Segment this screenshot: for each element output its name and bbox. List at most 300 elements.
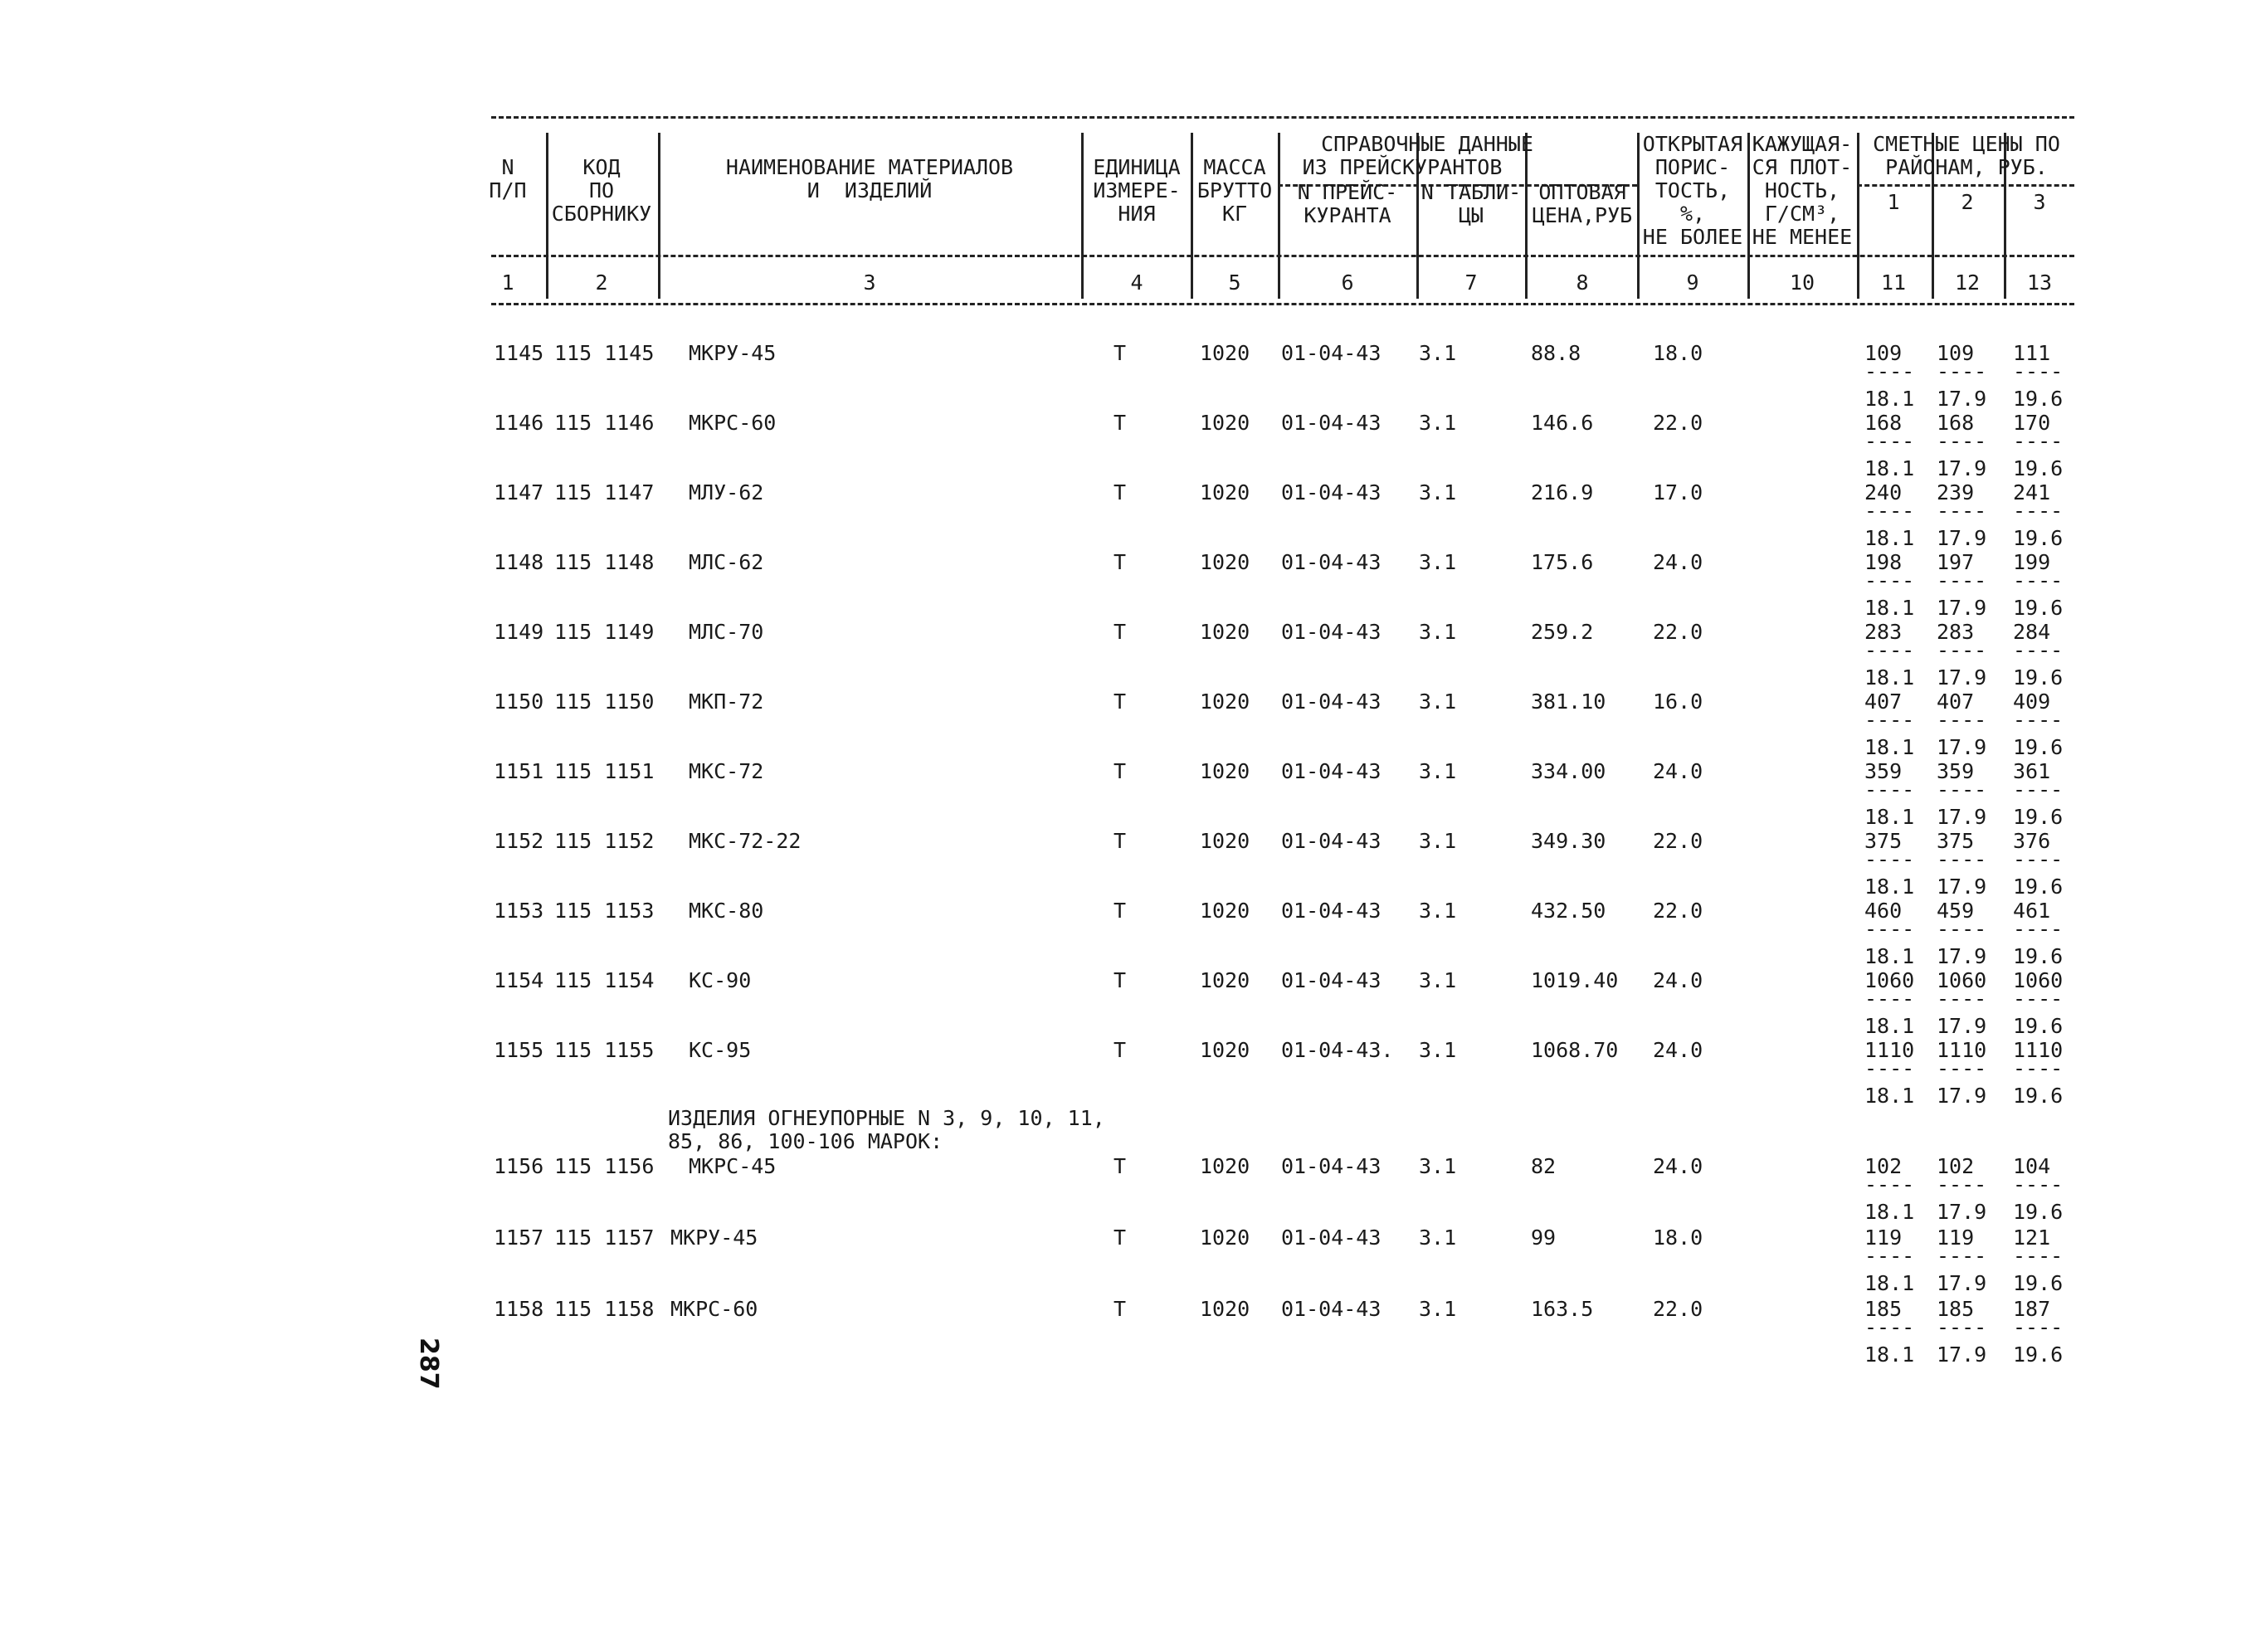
row-coefficient-1: 18.1	[1864, 1271, 1915, 1295]
fraction-dash: ----	[2013, 987, 2064, 1011]
header-col-pricelist-label: N ПРЕЙС-	[1297, 180, 1398, 204]
row-code: 115 1155	[554, 1038, 655, 1062]
row-material-name: МКРС-60	[689, 411, 777, 435]
row-estimate-price-3: 376	[2013, 829, 2051, 853]
row-price-list: 01-04-43.	[1281, 1038, 1394, 1062]
row-number: 1155	[494, 1038, 544, 1062]
fraction-dash: ----	[1864, 917, 1915, 941]
column-number: 1	[501, 270, 514, 295]
row-mass: 1020	[1200, 620, 1250, 644]
row-material-name: КС-90	[689, 968, 752, 992]
column-number: 5	[1228, 270, 1241, 295]
row-coefficient-1: 18.1	[1864, 387, 1915, 411]
row-code: 115 1148	[554, 550, 655, 574]
header-col-density-label: НОСТЬ,	[1764, 178, 1840, 202]
section-heading: ИЗДЕЛИЯ ОГНЕУПОРНЫЕ N 3, 9, 10, 11,	[668, 1106, 1105, 1130]
row-unit: Т	[1114, 1154, 1127, 1178]
header-smet-label: СМЕТНЫЕ ЦЕНЫ ПО	[1873, 132, 2060, 156]
row-material-name: МЛУ-62	[689, 480, 764, 504]
row-wholesale-price: 82	[1531, 1154, 1557, 1178]
header-column-divider	[658, 133, 660, 299]
row-coefficient-3: 19.6	[2013, 1084, 2064, 1108]
row-mass: 1020	[1200, 411, 1250, 435]
row-porosity: 24.0	[1653, 1154, 1703, 1178]
header-col-porosity-label: НЕ БОЛЕЕ	[1642, 225, 1743, 249]
row-estimate-price-1: 460	[1864, 899, 1903, 923]
row-estimate-price-3: 187	[2013, 1297, 2051, 1321]
row-estimate-price-3: 121	[2013, 1226, 2051, 1250]
fraction-dash: ----	[1937, 429, 1987, 453]
header-region-label: 2	[1961, 190, 1974, 214]
header-column-divider	[1747, 133, 1750, 299]
row-unit: Т	[1114, 341, 1127, 365]
row-price-list: 01-04-43	[1281, 480, 1382, 504]
column-number: 12	[1954, 270, 1981, 295]
row-table: 3.1	[1419, 1154, 1457, 1178]
row-unit: Т	[1114, 899, 1127, 923]
row-code: 115 1154	[554, 968, 655, 992]
row-coefficient-2: 17.9	[1937, 1200, 1987, 1224]
row-coefficient-1: 18.1	[1864, 665, 1915, 690]
row-price-list: 01-04-43	[1281, 968, 1382, 992]
row-estimate-price-2: 102	[1937, 1154, 1975, 1178]
row-estimate-price-1: 185	[1864, 1297, 1903, 1321]
fraction-dash: ----	[2013, 359, 2064, 383]
row-coefficient-2: 17.9	[1937, 1343, 1987, 1367]
row-price-list: 01-04-43	[1281, 759, 1382, 783]
row-estimate-price-1: 283	[1864, 620, 1903, 644]
row-coefficient-1: 18.1	[1864, 1200, 1915, 1224]
header-bottom-rule	[491, 303, 2074, 305]
fraction-dash: ----	[1864, 638, 1915, 662]
row-price-list: 01-04-43	[1281, 550, 1382, 574]
header-col-price-label: ОПТОВАЯ	[1538, 180, 1626, 204]
fraction-dash: ----	[1937, 847, 1987, 871]
row-material-name: МКРУ-45	[670, 1226, 758, 1250]
header-col-pricelist-label: КУРАНТА	[1304, 203, 1391, 227]
row-porosity: 18.0	[1653, 341, 1703, 365]
fraction-dash: ----	[2013, 708, 2064, 732]
row-unit: Т	[1114, 550, 1127, 574]
column-number: 6	[1341, 270, 1354, 295]
row-estimate-price-1: 1110	[1864, 1038, 1915, 1062]
header-column-divider	[1278, 133, 1280, 299]
row-wholesale-price: 175.6	[1531, 550, 1594, 574]
row-estimate-price-2: 359	[1937, 759, 1975, 783]
row-estimate-price-1: 168	[1864, 411, 1903, 435]
row-coefficient-3: 19.6	[2013, 944, 2064, 968]
fraction-dash: ----	[1937, 917, 1987, 941]
row-unit: Т	[1114, 690, 1127, 714]
row-coefficient-1: 18.1	[1864, 735, 1915, 759]
row-estimate-price-1: 198	[1864, 550, 1903, 574]
row-estimate-price-2: 459	[1937, 899, 1975, 923]
row-estimate-price-3: 461	[2013, 899, 2051, 923]
row-estimate-price-1: 1060	[1864, 968, 1915, 992]
fraction-dash: ----	[1937, 777, 1987, 802]
fraction-dash: ----	[1937, 1056, 1987, 1080]
row-code: 115 1145	[554, 341, 655, 365]
row-material-name: МКС-80	[689, 899, 764, 923]
row-price-list: 01-04-43	[1281, 411, 1382, 435]
header-col-density-label: НЕ МЕНЕЕ	[1752, 225, 1853, 249]
row-estimate-price-1: 375	[1864, 829, 1903, 853]
row-coefficient-3: 19.6	[2013, 387, 2064, 411]
row-coefficient-2: 17.9	[1937, 456, 1987, 480]
header-column-divider	[1081, 133, 1084, 299]
header-col-unit-label: ЕДИНИЦА	[1093, 155, 1181, 179]
row-coefficient-3: 19.6	[2013, 456, 2064, 480]
row-code: 115 1158	[554, 1297, 655, 1321]
row-code: 115 1151	[554, 759, 655, 783]
row-code: 115 1146	[554, 411, 655, 435]
fraction-dash: ----	[2013, 429, 2064, 453]
row-coefficient-1: 18.1	[1864, 944, 1915, 968]
row-coefficient-3: 19.6	[2013, 665, 2064, 690]
row-coefficient-2: 17.9	[1937, 735, 1987, 759]
row-code: 115 1150	[554, 690, 655, 714]
row-code: 115 1156	[554, 1154, 655, 1178]
row-table: 3.1	[1419, 480, 1457, 504]
row-material-name: МКС-72-22	[689, 829, 802, 853]
row-porosity: 24.0	[1653, 1038, 1703, 1062]
row-table: 3.1	[1419, 411, 1457, 435]
header-col-porosity-label: %,	[1679, 202, 1706, 226]
header-col-name-label: НАИМЕНОВАНИЕ МАТЕРИАЛОВ	[725, 155, 1014, 179]
header-col-porosity-label: ОТКРЫТАЯ	[1642, 132, 1743, 156]
row-coefficient-2: 17.9	[1937, 1271, 1987, 1295]
header-col-mass-label: КГ	[1221, 202, 1248, 226]
fraction-dash: ----	[2013, 1315, 2064, 1339]
row-table: 3.1	[1419, 341, 1457, 365]
row-porosity: 17.0	[1653, 480, 1703, 504]
row-number: 1150	[494, 690, 544, 714]
fraction-dash: ----	[2013, 847, 2064, 871]
header-column-divider	[1525, 133, 1528, 299]
row-estimate-price-1: 407	[1864, 690, 1903, 714]
row-material-name: МЛС-70	[689, 620, 764, 644]
row-coefficient-1: 18.1	[1864, 596, 1915, 620]
row-price-list: 01-04-43	[1281, 1297, 1382, 1321]
header-col-porosity-label: ПОРИС-	[1654, 155, 1731, 179]
row-mass: 1020	[1200, 341, 1250, 365]
row-estimate-price-2: 283	[1937, 620, 1975, 644]
fraction-dash: ----	[1864, 429, 1915, 453]
row-coefficient-3: 19.6	[2013, 735, 2064, 759]
header-col-price-label: ЦЕНА,РУБ	[1532, 203, 1633, 227]
column-number: 11	[1880, 270, 1907, 295]
row-coefficient-2: 17.9	[1937, 875, 1987, 899]
row-porosity: 24.0	[1653, 759, 1703, 783]
row-coefficient-1: 18.1	[1864, 526, 1915, 550]
row-wholesale-price: 216.9	[1531, 480, 1594, 504]
fraction-dash: ----	[1937, 1244, 1987, 1268]
header-column-divider	[546, 133, 548, 299]
row-material-name: МКРС-45	[689, 1154, 777, 1178]
row-mass: 1020	[1200, 1038, 1250, 1062]
row-coefficient-3: 19.6	[2013, 1271, 2064, 1295]
fraction-dash: ----	[1864, 568, 1915, 592]
row-mass: 1020	[1200, 550, 1250, 574]
header-col-table-label: N ТАБЛИ-	[1421, 180, 1522, 204]
row-table: 3.1	[1419, 1297, 1457, 1321]
header-col-mass-label: БРУТТО	[1196, 178, 1273, 202]
row-unit: Т	[1114, 968, 1127, 992]
row-coefficient-2: 17.9	[1937, 387, 1987, 411]
row-estimate-price-1: 240	[1864, 480, 1903, 504]
row-table: 3.1	[1419, 829, 1457, 853]
header-top-rule	[491, 116, 2074, 119]
row-wholesale-price: 1019.40	[1531, 968, 1619, 992]
fraction-dash: ----	[1864, 987, 1915, 1011]
row-coefficient-3: 19.6	[2013, 1014, 2064, 1038]
row-estimate-price-2: 168	[1937, 411, 1975, 435]
row-wholesale-price: 146.6	[1531, 411, 1594, 435]
row-coefficient-3: 19.6	[2013, 1343, 2064, 1367]
row-code: 115 1153	[554, 899, 655, 923]
row-coefficient-3: 19.6	[2013, 1200, 2064, 1224]
header-col-unit-label: ИЗМЕРЕ-	[1093, 178, 1181, 202]
smet-sub-rule	[1857, 184, 2074, 187]
row-estimate-price-2: 185	[1937, 1297, 1975, 1321]
header-col-mass-label: МАССА	[1203, 155, 1266, 179]
row-estimate-price-3: 1060	[2013, 968, 2064, 992]
row-material-name: МКРС-60	[670, 1297, 758, 1321]
fraction-dash: ----	[1864, 1244, 1915, 1268]
row-number: 1149	[494, 620, 544, 644]
row-material-name: МКС-72	[689, 759, 764, 783]
row-estimate-price-3: 104	[2013, 1154, 2051, 1178]
row-table: 3.1	[1419, 1038, 1457, 1062]
row-wholesale-price: 381.10	[1531, 690, 1606, 714]
row-estimate-price-1: 359	[1864, 759, 1903, 783]
row-wholesale-price: 1068.70	[1531, 1038, 1619, 1062]
row-estimate-price-2: 375	[1937, 829, 1975, 853]
fraction-dash: ----	[1937, 638, 1987, 662]
row-table: 3.1	[1419, 620, 1457, 644]
fraction-dash: ----	[2013, 638, 2064, 662]
row-estimate-price-2: 1060	[1937, 968, 1987, 992]
row-coefficient-1: 18.1	[1864, 1084, 1915, 1108]
row-mass: 1020	[1200, 759, 1250, 783]
row-estimate-price-2: 109	[1937, 341, 1975, 365]
row-table: 3.1	[1419, 968, 1457, 992]
header-col-density-label: КАЖУЩАЯ-	[1752, 132, 1853, 156]
row-unit: Т	[1114, 829, 1127, 853]
row-coefficient-2: 17.9	[1937, 526, 1987, 550]
column-number: 9	[1686, 270, 1699, 295]
header-col-name-label: И ИЗДЕЛИЙ	[807, 178, 933, 202]
row-porosity: 24.0	[1653, 968, 1703, 992]
row-porosity: 16.0	[1653, 690, 1703, 714]
fraction-dash: ----	[1937, 1315, 1987, 1339]
header-col-code-label: ПО	[588, 178, 615, 202]
row-table: 3.1	[1419, 690, 1457, 714]
fraction-dash: ----	[1864, 1172, 1915, 1196]
column-number: 8	[1576, 270, 1589, 295]
fraction-dash: ----	[1864, 1315, 1915, 1339]
row-coefficient-2: 17.9	[1937, 1084, 1987, 1108]
row-code: 115 1147	[554, 480, 655, 504]
fraction-dash: ----	[1937, 568, 1987, 592]
row-coefficient-1: 18.1	[1864, 1014, 1915, 1038]
row-unit: Т	[1114, 411, 1127, 435]
header-spr-label: ИЗ ПРЕЙСКУРАНТОВ	[1302, 155, 1503, 179]
row-estimate-price-2: 197	[1937, 550, 1975, 574]
row-number: 1154	[494, 968, 544, 992]
row-price-list: 01-04-43	[1281, 341, 1382, 365]
row-code: 115 1149	[554, 620, 655, 644]
row-coefficient-1: 18.1	[1864, 875, 1915, 899]
row-unit: Т	[1114, 1297, 1127, 1321]
fraction-dash: ----	[1864, 708, 1915, 732]
fraction-dash: ----	[1937, 499, 1987, 523]
column-number: 4	[1130, 270, 1143, 295]
row-number: 1145	[494, 341, 544, 365]
row-material-name: МКП-72	[689, 690, 764, 714]
row-wholesale-price: 259.2	[1531, 620, 1594, 644]
fraction-dash: ----	[1937, 1172, 1987, 1196]
row-wholesale-price: 349.30	[1531, 829, 1606, 853]
row-coefficient-2: 17.9	[1937, 944, 1987, 968]
header-col-n-label: П/П	[489, 178, 527, 202]
row-coefficient-3: 19.6	[2013, 526, 2064, 550]
row-porosity: 22.0	[1653, 411, 1703, 435]
column-number: 10	[1789, 270, 1815, 295]
row-coefficient-2: 17.9	[1937, 665, 1987, 690]
header-column-divider	[1637, 133, 1640, 299]
header-col-density-label: СЯ ПЛОТ-	[1752, 155, 1853, 179]
fraction-dash: ----	[2013, 1056, 2064, 1080]
row-coefficient-2: 17.9	[1937, 1014, 1987, 1038]
row-unit: Т	[1114, 620, 1127, 644]
fraction-dash: ----	[1864, 359, 1915, 383]
row-number: 1157	[494, 1226, 544, 1250]
row-coefficient-3: 19.6	[2013, 805, 2064, 829]
row-mass: 1020	[1200, 480, 1250, 504]
row-table: 3.1	[1419, 899, 1457, 923]
row-wholesale-price: 163.5	[1531, 1297, 1594, 1321]
row-price-list: 01-04-43	[1281, 1226, 1382, 1250]
fraction-dash: ----	[1864, 777, 1915, 802]
fraction-dash: ----	[1864, 499, 1915, 523]
row-coefficient-1: 18.1	[1864, 1343, 1915, 1367]
fraction-dash: ----	[2013, 1172, 2064, 1196]
header-col-n-label: N	[501, 155, 514, 179]
row-estimate-price-2: 239	[1937, 480, 1975, 504]
row-table: 3.1	[1419, 550, 1457, 574]
column-number: 7	[1464, 270, 1478, 295]
row-porosity: 24.0	[1653, 550, 1703, 574]
row-mass: 1020	[1200, 1297, 1250, 1321]
header-col-density-label: Г/СМ³,	[1764, 202, 1840, 226]
row-unit: Т	[1114, 1038, 1127, 1062]
row-number: 1148	[494, 550, 544, 574]
header-column-divider	[1191, 133, 1193, 299]
row-table: 3.1	[1419, 1226, 1457, 1250]
header-spr-label: СПРАВОЧНЫЕ ДАННЫЕ	[1321, 132, 1533, 156]
row-material-name: МЛС-62	[689, 550, 764, 574]
row-coefficient-2: 17.9	[1937, 805, 1987, 829]
row-unit: Т	[1114, 1226, 1127, 1250]
row-estimate-price-3: 409	[2013, 690, 2051, 714]
fraction-dash: ----	[2013, 499, 2064, 523]
fraction-dash: ----	[1937, 708, 1987, 732]
row-porosity: 22.0	[1653, 829, 1703, 853]
row-unit: Т	[1114, 759, 1127, 783]
row-price-list: 01-04-43	[1281, 690, 1382, 714]
row-mass: 1020	[1200, 968, 1250, 992]
column-number: 13	[2026, 270, 2053, 295]
row-estimate-price-3: 284	[2013, 620, 2051, 644]
section-heading: 85, 86, 100-106 МАРОК:	[668, 1129, 943, 1153]
row-estimate-price-3: 1110	[2013, 1038, 2064, 1062]
row-porosity: 22.0	[1653, 899, 1703, 923]
row-estimate-price-1: 102	[1864, 1154, 1903, 1178]
fraction-dash: ----	[1864, 847, 1915, 871]
row-number: 1153	[494, 899, 544, 923]
row-number: 1147	[494, 480, 544, 504]
row-estimate-price-2: 119	[1937, 1226, 1975, 1250]
row-number: 1151	[494, 759, 544, 783]
header-col-table-label: ЦЫ	[1458, 203, 1484, 227]
row-mass: 1020	[1200, 829, 1250, 853]
row-wholesale-price: 432.50	[1531, 899, 1606, 923]
row-coefficient-2: 17.9	[1937, 596, 1987, 620]
header-col-code-label: КОД	[582, 155, 621, 179]
row-estimate-price-2: 407	[1937, 690, 1975, 714]
row-wholesale-price: 88.8	[1531, 341, 1581, 365]
row-estimate-price-3: 241	[2013, 480, 2051, 504]
header-column-divider	[1857, 133, 1859, 299]
row-price-list: 01-04-43	[1281, 620, 1382, 644]
row-table: 3.1	[1419, 759, 1457, 783]
header-region-label: 3	[2033, 190, 2046, 214]
fraction-dash: ----	[2013, 568, 2064, 592]
row-coefficient-1: 18.1	[1864, 805, 1915, 829]
row-mass: 1020	[1200, 1154, 1250, 1178]
row-price-list: 01-04-43	[1281, 1154, 1382, 1178]
header-col-unit-label: НИЯ	[1118, 202, 1156, 226]
row-wholesale-price: 99	[1531, 1226, 1557, 1250]
row-number: 1146	[494, 411, 544, 435]
row-material-name: МКРУ-45	[689, 341, 777, 365]
header-smet-label: РАЙОНАМ, РУБ.	[1885, 155, 2048, 179]
row-estimate-price-3: 111	[2013, 341, 2051, 365]
row-estimate-price-3: 361	[2013, 759, 2051, 783]
row-porosity: 22.0	[1653, 1297, 1703, 1321]
header-mid-rule	[491, 255, 2074, 257]
row-mass: 1020	[1200, 690, 1250, 714]
row-mass: 1020	[1200, 899, 1250, 923]
row-porosity: 22.0	[1653, 620, 1703, 644]
row-price-list: 01-04-43	[1281, 829, 1382, 853]
fraction-dash: ----	[2013, 1244, 2064, 1268]
row-code: 115 1152	[554, 829, 655, 853]
fraction-dash: ----	[2013, 917, 2064, 941]
fraction-dash: ----	[1864, 1056, 1915, 1080]
row-coefficient-3: 19.6	[2013, 875, 2064, 899]
column-number: 3	[863, 270, 876, 295]
header-col-code-label: СБОРНИКУ	[551, 202, 652, 226]
row-number: 1156	[494, 1154, 544, 1178]
row-price-list: 01-04-43	[1281, 899, 1382, 923]
row-material-name: КС-95	[689, 1038, 752, 1062]
row-unit: Т	[1114, 480, 1127, 504]
column-number: 2	[595, 270, 608, 295]
page-number: 287	[414, 1338, 443, 1390]
row-estimate-price-3: 199	[2013, 550, 2051, 574]
